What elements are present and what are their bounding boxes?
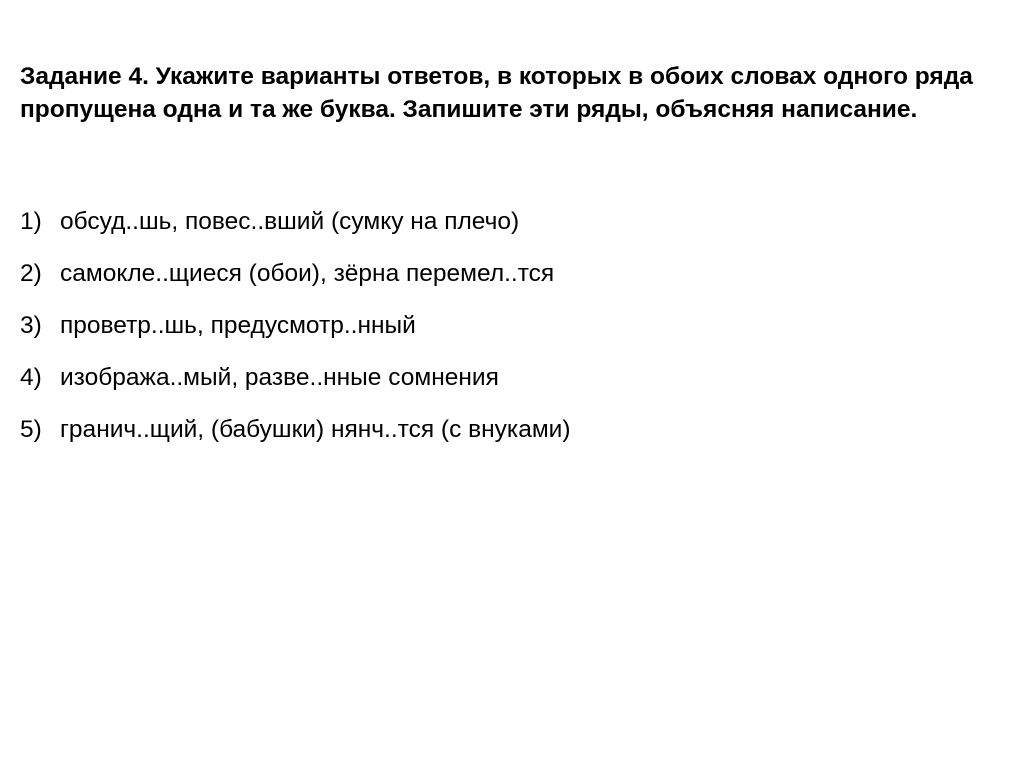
option-number: 1) [20,208,42,235]
option-text: самокле..щиеся (обои), зёрна перемел..тся [60,260,555,287]
task-title: Задание 4. Укажите варианты ответов, в которых в обоих словах одного ряда пропущена одна и та же буква. Запишите эти ряды, объясняя написание. [20,63,973,123]
answer-option [20,412,980,464]
answer-option [20,360,980,412]
option-number: 4) [20,364,42,391]
answer-options-list [20,204,980,464]
option-number: 2) [20,260,42,287]
option-text: проветр..шь, предусмотр..нный [60,312,416,339]
option-number: 3) [20,312,42,339]
answer-option [20,204,980,256]
answer-option [20,308,980,360]
option-text: изобража..мый, разве..нные сомнения [60,364,499,391]
answer-option [20,256,980,308]
option-number: 5) [20,416,42,443]
option-text: гранич..щий, (бабушки) нянч..тся (с внуками) [60,416,571,443]
option-text: обсуд..шь, повес..вший (сумку на плечо) [60,208,520,235]
